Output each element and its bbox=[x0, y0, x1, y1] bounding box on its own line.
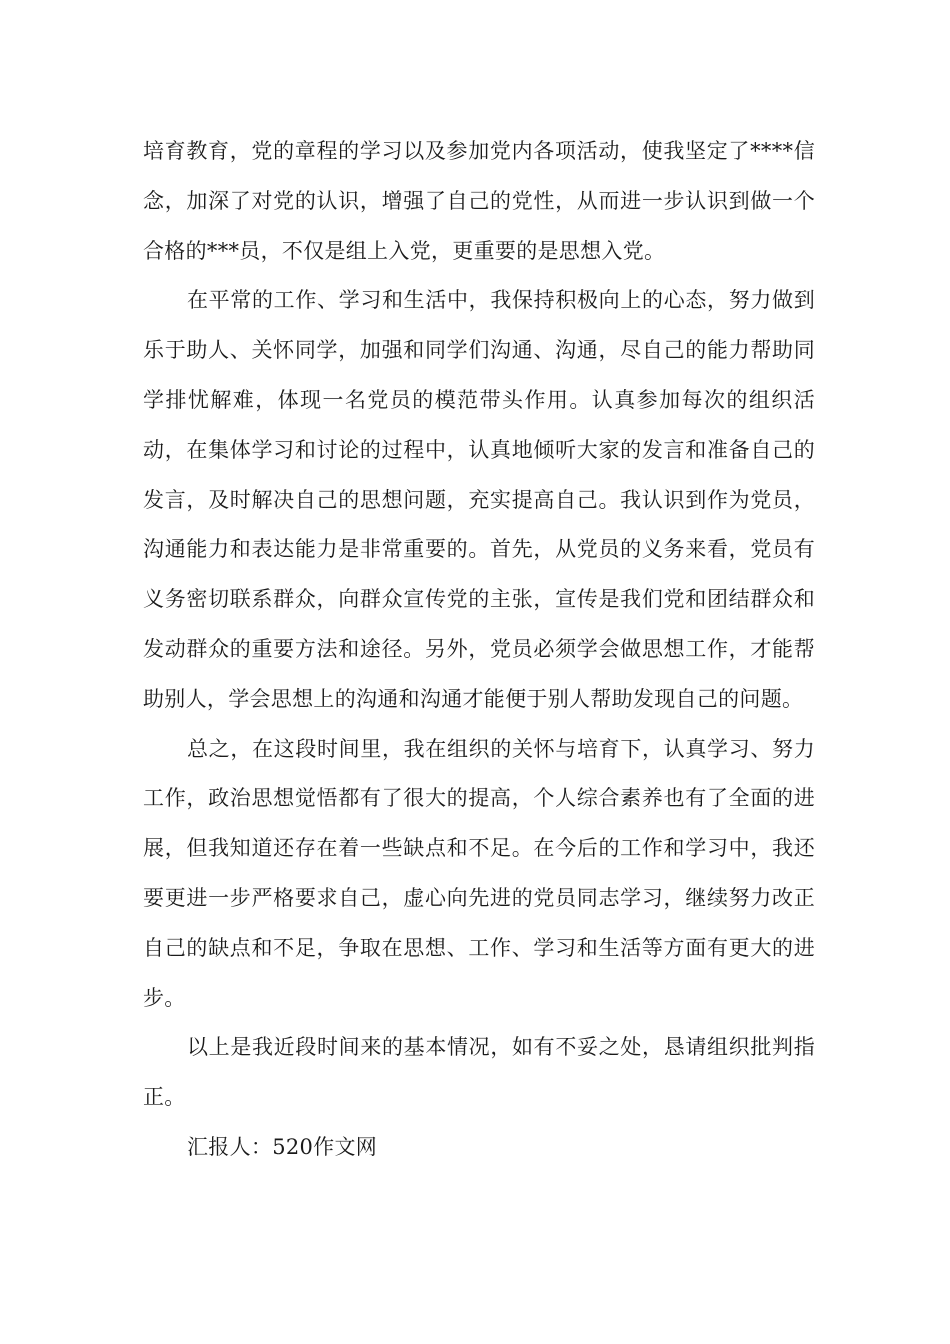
paragraph-1: 培育教育，党的章程的学习以及参加党内各项活动，使我坚定了****信念，加深了对党的认识，增强了自己的党性，从而进一步认识到做一个合格的***员，不仅是组上入党，更重要的是思想入党。 bbox=[143, 139, 815, 263]
paragraph-3: 总之，在这段时间里，我在组织的关怀与培育下，认真学习、努力工作，政治思想觉悟都有了很大的提高，个人综合素养也有了全面的进展，但我知道还存在着一些缺点和不足。在今后的工作和学习中，我还要更进一步严格要求自己，虚心向先进的党员同志学习，继续努力改正自己的缺点和不足，争取在思想、工作、学习和生活等方面有更大的进步。 bbox=[143, 736, 815, 1010]
document-body bbox=[143, 127, 815, 1173]
paragraph-4: 以上是我近段时间来的基本情况，如有不妥之处，恳请组织批判指正。 bbox=[143, 1035, 815, 1110]
signature-line: 汇报人：520作文网 bbox=[187, 1134, 378, 1159]
paragraph-2: 在平常的工作、学习和生活中，我保持积极向上的心态，努力做到乐于助人、关怀同学，加强和同学们沟通、沟通，尽自己的能力帮助同学排忧解难，体现一名党员的模范带头作用。认真参加每次的组织活动，在集体学习和讨论的过程中，认真地倾听大家的发言和准备自己的发言，及时解决自己的思想问题，充实提高自己。我认识到作为党员，沟通能力和表达能力是非常重要的。首先，从党员的义务来看，党员有义务密切联系群众，向群众宣传党的主张，宣传是我们党和团结群众和发动群众的重要方法和途径。另外，党员必须学会做思想工作，才能帮助别人，学会思想上的沟通和沟通才能便于别人帮助发现自己的问题。 bbox=[143, 288, 815, 711]
